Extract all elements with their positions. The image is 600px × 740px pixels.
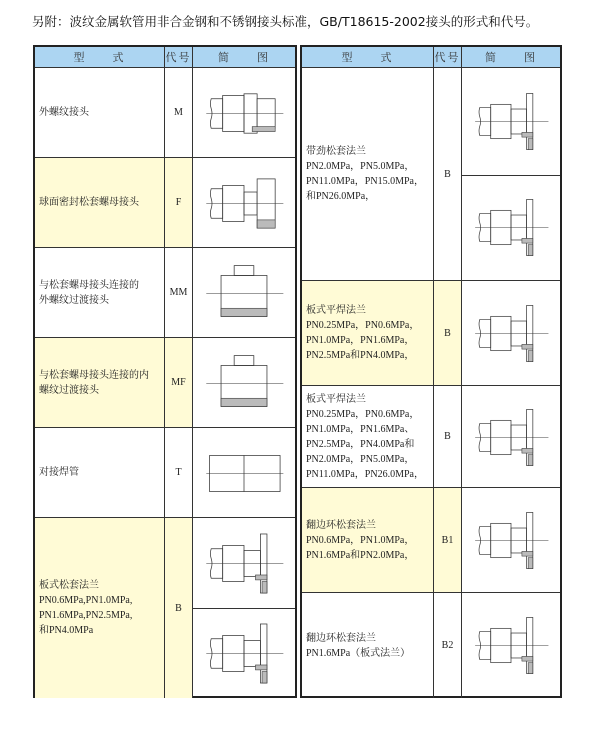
left-row-diagram xyxy=(193,338,295,428)
right-row-code: B xyxy=(434,281,462,386)
divider xyxy=(193,608,295,609)
type-label: 翻边环松套法兰 PN0.6MPa，PN1.0MPa， PN1.6MPa和PN2.0MPa， xyxy=(306,519,415,561)
left-row-type xyxy=(35,338,165,428)
right-header-code: 代号 xyxy=(434,47,462,68)
left-header-type: 型 式 xyxy=(35,47,165,68)
right-row-code: B2 xyxy=(434,593,462,698)
right-row-code: B xyxy=(434,386,462,488)
right-row-type xyxy=(302,281,434,386)
butt-weld-pipe-drawing xyxy=(203,436,285,511)
type-label: 与松套螺母接头连接的 外螺纹过渡接头 xyxy=(39,279,139,306)
plate-weld-flange-drawing xyxy=(472,400,550,475)
left-row-diagram xyxy=(193,68,295,158)
right-row-diagram xyxy=(462,68,560,281)
right-row-diagram xyxy=(462,281,560,386)
male-adapter-drawing xyxy=(203,256,285,331)
right-row-code: B1 xyxy=(434,488,462,593)
left-row-code: F xyxy=(165,158,193,248)
neck-loose-flange-drawing xyxy=(472,84,550,159)
type-label: 板式平焊法兰 PN0.25MPa，PN0.6MPa， PN1.0MPa，PN1.6MPa、 PN2.5MPa，PN4.0MPa和 PN2.0MPa，PN5.0MPa， PN11.0MPa，PN26.0MPa， xyxy=(306,393,424,480)
right-row-diagram xyxy=(462,386,560,488)
right-row-type xyxy=(302,593,434,698)
left-row-diagram xyxy=(193,248,295,338)
right-header-type: 型 式 xyxy=(302,47,434,68)
male-thread-fitting-drawing xyxy=(203,76,285,151)
right-row-type xyxy=(302,68,434,281)
left-row-type xyxy=(35,248,165,338)
type-label: 板式松套法兰 PN0.6MPa,PN1.0MPa, PN1.6MPa,PN2.5MPa, 和PN4.0MPa xyxy=(39,580,133,636)
right-header-diagram: 简 图 xyxy=(462,47,560,68)
right-row-diagram xyxy=(462,488,560,593)
type-label: 翻边环松套法兰 PN1.6MPa（板式法兰） xyxy=(306,632,411,659)
page-title: 另附：波纹金属软管用非合金钢和不锈钢接头标准，GB/T18615-2002接头的形式和代号。 xyxy=(32,14,539,29)
plate-slip-on-flange-drawing xyxy=(472,296,550,371)
lap-joint-flange-drawing xyxy=(472,503,550,578)
left-row-code: T xyxy=(165,428,193,518)
swivel-nut-fitting-drawing xyxy=(203,166,285,241)
left-header-code: 代号 xyxy=(165,47,193,68)
type-label: 板式平焊法兰 PN0.25MPa，PN0.6MPa， PN1.0MPa，PN1.6MPa， PN2.5MPa和PN4.0MPa， xyxy=(306,305,420,361)
left-row-code: B xyxy=(165,518,193,698)
right-row-type xyxy=(302,488,434,593)
right-row-type xyxy=(302,386,434,488)
type-label: 对接焊管 xyxy=(39,467,79,478)
left-header-diagram: 简 图 xyxy=(193,47,295,68)
right-row-code: B xyxy=(434,68,462,281)
female-adapter-drawing xyxy=(203,346,285,421)
left-row-type xyxy=(35,428,165,518)
left-row-code: MM xyxy=(165,248,193,338)
left-row-code: M xyxy=(165,68,193,158)
left-row-diagram xyxy=(193,518,295,698)
neck-loose-flange-section-drawing xyxy=(472,190,550,265)
right-table xyxy=(300,45,562,698)
left-row-diagram xyxy=(193,158,295,248)
type-label: 与松套螺母接头连接的内 螺纹过渡接头 xyxy=(39,369,149,396)
left-row-code: MF xyxy=(165,338,193,428)
left-table xyxy=(33,45,297,698)
type-label: 带劲松套法兰 PN2.0MPa，PN5.0MPa， PN11.0MPa，PN15.0MPa， 和PN26.0MPa， xyxy=(306,146,424,202)
left-row-type xyxy=(35,518,165,698)
left-row-type xyxy=(35,68,165,158)
left-row-type xyxy=(35,158,165,248)
lap-joint-plate-flange-drawing xyxy=(472,608,550,683)
left-row-diagram xyxy=(193,428,295,518)
right-row-diagram xyxy=(462,593,560,698)
divider xyxy=(462,175,560,176)
type-label: 外螺纹接头 xyxy=(39,107,89,118)
plate-loose-flange-section-drawing xyxy=(203,616,285,691)
plate-loose-flange-drawing xyxy=(203,526,285,601)
type-label: 球面密封松套螺母接头 xyxy=(39,197,139,208)
